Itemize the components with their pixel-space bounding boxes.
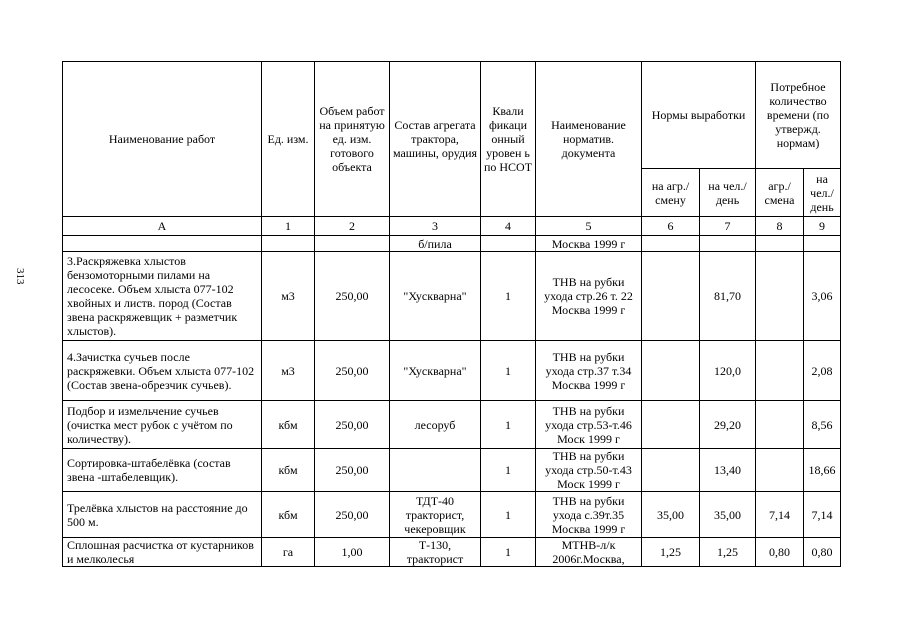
page-number: 313 bbox=[14, 268, 26, 285]
cell-composition: лесоруб bbox=[390, 401, 481, 449]
header-output-norms: Нормы выработки bbox=[642, 62, 756, 169]
cell-person bbox=[804, 236, 841, 252]
cell-unit bbox=[262, 236, 315, 252]
cell-unit: кбм bbox=[262, 401, 315, 449]
cell-level: 1 bbox=[481, 252, 536, 341]
cell-document: Москва 1999 г bbox=[536, 236, 642, 252]
cell-agr: 0,80 bbox=[756, 538, 804, 567]
column-number: 3 bbox=[390, 217, 481, 236]
cell-level: 1 bbox=[481, 492, 536, 538]
cell-person: 18,66 bbox=[804, 449, 841, 492]
cell-work-name: Подбор и измельчение сучьев (очистка мест рубок с учётом по количеству). bbox=[63, 401, 262, 449]
cell-unit: м3 bbox=[262, 252, 315, 341]
cell-composition bbox=[390, 449, 481, 492]
cell-volume: 250,00 bbox=[315, 401, 390, 449]
cell-composition: ТДТ-40 тракторист, чекеровщик bbox=[390, 492, 481, 538]
cell-work-name: Трелёвка хлыстов на расстояние до 500 м. bbox=[63, 492, 262, 538]
cell-person: 3,06 bbox=[804, 252, 841, 341]
table-row bbox=[63, 449, 841, 492]
cell-work-name: 4.Зачистка сучьев после раскряжевки. Объем хлыста 077-102 (Состав звена-обрезчик сучьев). bbox=[63, 341, 262, 401]
header-unit: Ед. изм. bbox=[262, 62, 315, 217]
column-number: 1 bbox=[262, 217, 315, 236]
cell-unit: кбм bbox=[262, 492, 315, 538]
cell-document: МТНВ-л/к 2006г.Москва, bbox=[536, 538, 642, 567]
cell-volume bbox=[315, 236, 390, 252]
cell-unit: м3 bbox=[262, 341, 315, 401]
cell-agr-shift bbox=[642, 449, 700, 492]
cell-composition: б/пила bbox=[390, 236, 481, 252]
cell-agr-shift bbox=[642, 252, 700, 341]
column-number: 8 bbox=[756, 217, 804, 236]
table-row bbox=[63, 492, 841, 538]
cell-level bbox=[481, 236, 536, 252]
column-number: 6 bbox=[642, 217, 700, 236]
cell-unit: га bbox=[262, 538, 315, 567]
cell-level: 1 bbox=[481, 538, 536, 567]
header-row bbox=[63, 62, 841, 169]
cell-person: 7,14 bbox=[804, 492, 841, 538]
cell-document: ТНВ на рубки ухода стр.50-т.43 Моск 1999 г bbox=[536, 449, 642, 492]
cell-work-name: 3.Раскряжевка хлыстов бензомоторными пилами на лесосеке. Объем хлыста 077-102 хвойных и листв. пород (Состав звена раскряжевщик + разметчик хлыстов). bbox=[63, 252, 262, 341]
cell-level: 1 bbox=[481, 341, 536, 401]
norms-table bbox=[62, 61, 841, 567]
header-qualification: Квали фикаци онный уровен ь по НСОТ bbox=[481, 62, 536, 217]
column-number: 9 bbox=[804, 217, 841, 236]
table-row bbox=[63, 401, 841, 449]
cell-document: ТНВ на рубки ухода стр.26 т. 22 Москва 1999 г bbox=[536, 252, 642, 341]
cell-agr-shift bbox=[642, 341, 700, 401]
cell-level: 1 bbox=[481, 449, 536, 492]
header-per-person-day: на чел./ день bbox=[700, 169, 756, 217]
header-time-required: Потребное количество времени (по утвержд. нормам) bbox=[756, 62, 841, 169]
header-person-day: на чел./ день bbox=[804, 169, 841, 217]
cell-work-name: Сортировка-штабелёвка (состав звена -штабелевщик). bbox=[63, 449, 262, 492]
header-volume: Объем работ на принятую ед. изм. готового объекта bbox=[315, 62, 390, 217]
header-per-unit-shift: на агр./ смену bbox=[642, 169, 700, 217]
table-row bbox=[63, 252, 841, 341]
cell-person-day: 35,00 bbox=[700, 492, 756, 538]
cell-volume: 1,00 bbox=[315, 538, 390, 567]
cell-agr-shift: 35,00 bbox=[642, 492, 700, 538]
cell-person: 8,56 bbox=[804, 401, 841, 449]
cell-work-name: Сплошная расчистка от кустарников и мелколесья bbox=[63, 538, 262, 567]
cell-document: ТНВ на рубки ухода с.39т.35 Москва 1999 г bbox=[536, 492, 642, 538]
header-unit-shift: агр./ смена bbox=[756, 169, 804, 217]
header-unit-composition: Состав агрегата трактора, машины, орудия bbox=[390, 62, 481, 217]
cell-person-day: 120,0 bbox=[700, 341, 756, 401]
cell-volume: 250,00 bbox=[315, 449, 390, 492]
column-number: А bbox=[63, 217, 262, 236]
cell-agr bbox=[756, 341, 804, 401]
cell-composition: "Хускварна" bbox=[390, 341, 481, 401]
header-norm-document: Наименование норматив. документа bbox=[536, 62, 642, 217]
column-number-row bbox=[63, 217, 841, 236]
column-number: 2 bbox=[315, 217, 390, 236]
cell-volume: 250,00 bbox=[315, 341, 390, 401]
cell-person-day: 13,40 bbox=[700, 449, 756, 492]
cell-document: ТНВ на рубки ухода стр.37 т.34 Москва 1999 г bbox=[536, 341, 642, 401]
cell-agr bbox=[756, 236, 804, 252]
cell-person: 2,08 bbox=[804, 341, 841, 401]
cell-agr: 7,14 bbox=[756, 492, 804, 538]
cell-agr bbox=[756, 252, 804, 341]
column-number: 7 bbox=[700, 217, 756, 236]
cell-agr-shift: 1,25 bbox=[642, 538, 700, 567]
cell-composition: Т-130, тракторист bbox=[390, 538, 481, 567]
column-number: 5 bbox=[536, 217, 642, 236]
cell-agr-shift bbox=[642, 401, 700, 449]
header-work-name: Наименование работ bbox=[63, 62, 262, 217]
cell-person: 0,80 bbox=[804, 538, 841, 567]
cell-work-name bbox=[63, 236, 262, 252]
table-row bbox=[63, 538, 841, 567]
cell-person-day bbox=[700, 236, 756, 252]
column-number: 4 bbox=[481, 217, 536, 236]
cell-person-day: 81,70 bbox=[700, 252, 756, 341]
cell-level: 1 bbox=[481, 401, 536, 449]
cell-unit: кбм bbox=[262, 449, 315, 492]
cell-volume: 250,00 bbox=[315, 492, 390, 538]
cell-person-day: 1,25 bbox=[700, 538, 756, 567]
cell-agr-shift bbox=[642, 236, 700, 252]
table-row bbox=[63, 236, 841, 252]
cell-agr bbox=[756, 401, 804, 449]
cell-agr bbox=[756, 449, 804, 492]
cell-document: ТНВ на рубки ухода стр.53-т.46 Моск 1999 г bbox=[536, 401, 642, 449]
cell-composition: "Хускварна" bbox=[390, 252, 481, 341]
cell-volume: 250,00 bbox=[315, 252, 390, 341]
cell-person-day: 29,20 bbox=[700, 401, 756, 449]
table-row bbox=[63, 341, 841, 401]
